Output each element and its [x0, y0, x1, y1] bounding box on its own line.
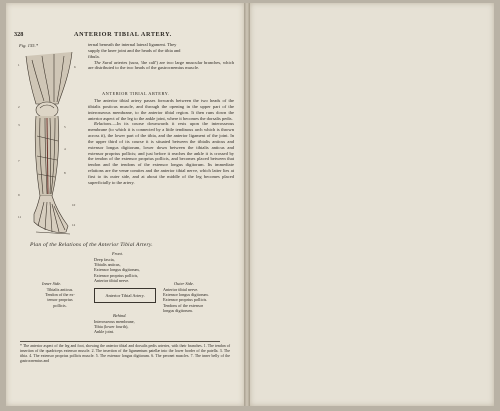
plan-item: Tendon of the ex-: [45, 292, 75, 298]
sural-text: arteries (sura, 'the calf') are two large muscular branches, which are distributed to the two heads of the gastrocnemius muscle.: [88, 59, 234, 71]
figure-label: Fig. 155.*: [19, 43, 39, 48]
plan-item: Tibia (lower fourth),: [94, 324, 129, 330]
plan-item: Ankle joint.: [94, 329, 115, 335]
relations-paragraph: [88, 121, 234, 185]
sural-term: The Sural: [94, 59, 113, 65]
plan-outer-heading: Outer Side.: [174, 281, 194, 286]
plan-item: tensor proprius: [47, 297, 73, 303]
footnote: * The anterior aspect of the leg and foot, showing the anterior tibial and dorsalis pedis arteries, with their branches. 1. The tendon of insertion of the quadriceps extensor muscle. 2. The insertion of the ligamentum patellæ into the lower border of the patella. 3. The tibia. 4. The extensor proprius pollicis muscle. 5. The extensor longus digitorum. 6. The peronei muscles. 7. The inner belly of the gastrocnemius and: [20, 344, 230, 364]
plan-item: Extensor longus digitorum,: [94, 267, 140, 273]
intro-line: supply the knee joint and the heads of the tibia and: [88, 47, 181, 53]
plan-inner-list: [34, 287, 86, 308]
relations-text: —In its course downwards it rests upon the interosseous membrane (to which it is connected by a little tendinous arch which is thrown across it), the lower part of the tibia, and the anterior ligament of the joint. In the upper third of its course it is situated between the tibialis anticus and extensor longus digitorum, lower down between the tibialis anticus and extensor proprius pollicis; and just before it reaches the ankle it is crossed by the tendon of the extensor proprius pollicis, and becomes placed between that tendon and the tendons of the extensor longus digitorum. Its immediate relations are the venæ comites and the anterior tibial nerve, which latter lies at first to its outer side, and at about the middle of the leg becomes placed superficially to the artery.: [88, 121, 234, 185]
intro-line: ternal beneath the internal lateral ligament. They: [88, 42, 177, 47]
plan-item: Tibialis anticus,: [94, 262, 121, 268]
plan-item: Extensor proprius pollicis.: [163, 297, 208, 303]
leg-arteries-illustration: [14, 46, 86, 238]
svg-text:10: 10: [72, 203, 76, 207]
svg-text:4: 4: [64, 147, 66, 151]
section-title: ANTERIOR TIBIAL ARTERY.: [102, 91, 170, 96]
plan-item: longus digitorum.: [163, 307, 193, 313]
intro-line: fibula.: [88, 53, 100, 59]
page-number: 328: [14, 31, 24, 38]
sural-paragraph: [88, 60, 234, 72]
plan-outer-list: [163, 287, 209, 313]
plan-item: pollicis.: [53, 302, 67, 308]
plan-behind-list: [94, 319, 135, 335]
plan-item: Deep fascia,: [94, 257, 115, 262]
plan-center-box: Anterior Tibial Artery.: [94, 288, 156, 303]
plan-item: Anterior tibial nerve.: [163, 287, 199, 292]
svg-text:3: 3: [18, 123, 20, 127]
main-paragraph: The anterior tibial artery passes forwards between the two heads of the tibialis posticus muscle, and through the opening in the upper part of the interosseous membrane, to the anterior tibial region. It then runs down the anterior aspect of the leg to the ankle joint, where it becomes the dorsalis pedis.: [88, 98, 234, 121]
plan-item: Interosseous membrane,: [94, 319, 135, 324]
svg-text:8: 8: [64, 171, 66, 175]
plan-item: Tibialis anticus.: [46, 287, 74, 292]
main-text: [88, 98, 234, 186]
intro-paragraph: [88, 42, 234, 71]
plan-front-list: [94, 257, 140, 283]
plan-item: Anterior tibial nerve.: [94, 277, 130, 283]
svg-text:5: 5: [64, 125, 66, 129]
running-head: ANTERIOR TIBIAL ARTERY.: [74, 31, 172, 38]
footnote-rule: [20, 341, 220, 342]
svg-text:11: 11: [18, 215, 22, 219]
svg-text:12: 12: [72, 223, 76, 227]
svg-text:1: 1: [18, 63, 20, 67]
plan-item: Extensor proprius pollicis,: [94, 272, 139, 278]
svg-text:2: 2: [18, 105, 20, 109]
plan-front-heading: Front.: [112, 251, 123, 256]
relations-term: Relations.: [94, 121, 113, 127]
plan-behind-heading: Behind.: [113, 313, 127, 318]
svg-text:6: 6: [74, 65, 76, 69]
svg-text:9: 9: [18, 193, 20, 197]
right-page-blank: [250, 3, 494, 406]
svg-text:7: 7: [18, 159, 20, 163]
plan-inner-heading: Inner Side.: [42, 281, 62, 286]
plan-item: Extensor longus digitorum.: [163, 292, 209, 298]
plan-item: Tendons of the extensor: [163, 302, 204, 308]
plan-title: Plan of the Relations of the Anterior Tibial Artery.: [30, 242, 153, 248]
